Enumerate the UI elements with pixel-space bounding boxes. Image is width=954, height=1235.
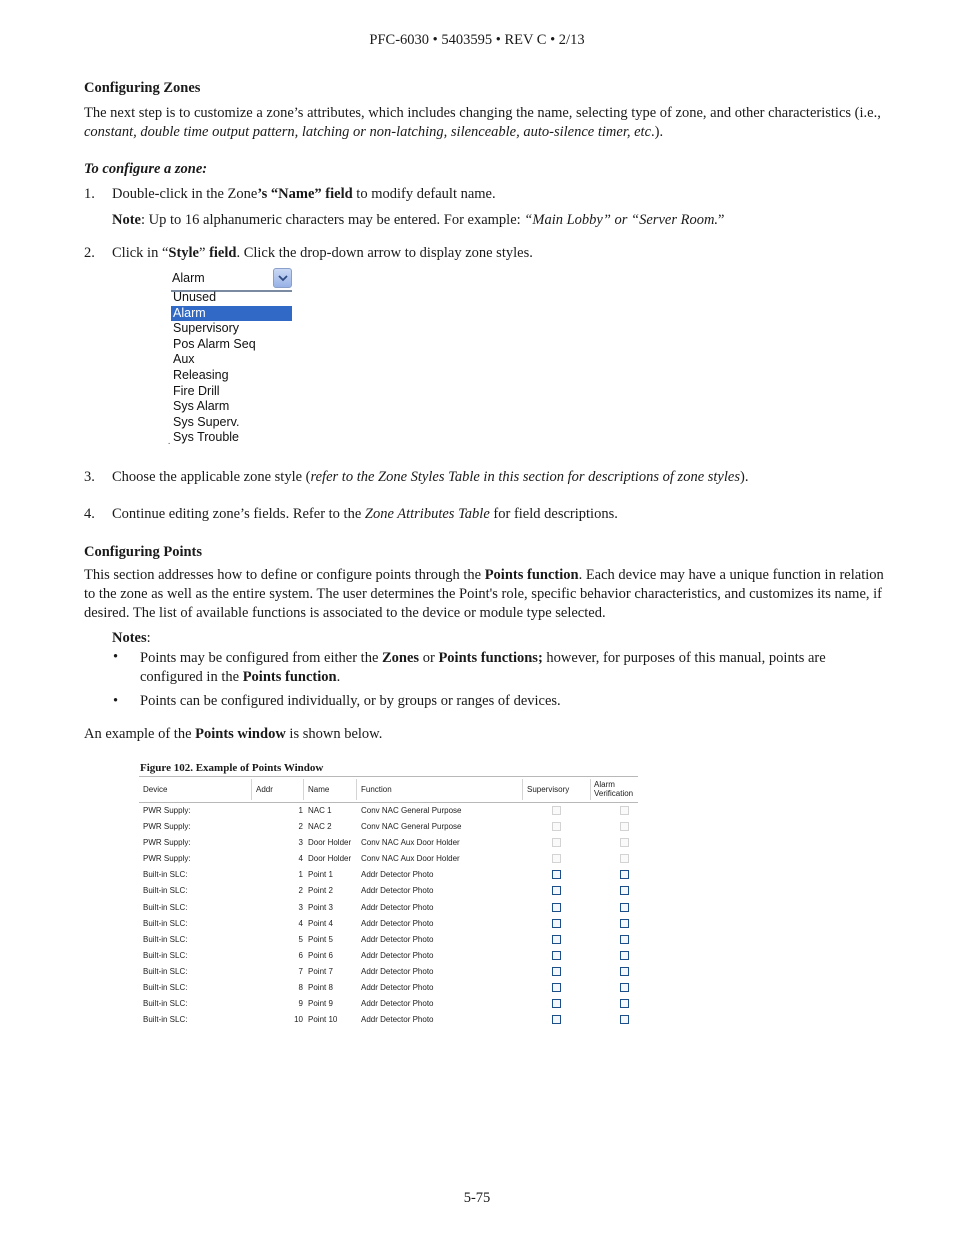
cell-function: Addr Detector Photo xyxy=(361,934,434,944)
cell-addr: 3 xyxy=(298,902,303,912)
alarm-verification-checkbox[interactable] xyxy=(620,919,629,928)
alarm-verification-checkbox[interactable] xyxy=(620,870,629,879)
cell-name: Point 4 xyxy=(308,918,333,928)
cell-function: Addr Detector Photo xyxy=(361,870,434,880)
cell-device: Built-in SLC: xyxy=(143,886,188,896)
alarm-verification-checkbox[interactable] xyxy=(620,983,629,992)
zone-style-option[interactable]: Fire Drill xyxy=(173,383,220,398)
cell-addr: 2 xyxy=(298,822,303,832)
cell-function: Conv NAC Aux Door Holder xyxy=(361,838,460,848)
cell-addr: 6 xyxy=(298,950,303,960)
column-separator xyxy=(590,779,591,800)
cell-device: Built-in SLC: xyxy=(143,999,188,1009)
cell-name: Point 2 xyxy=(308,886,333,896)
cell-addr: 4 xyxy=(298,854,303,864)
zone-style-option[interactable]: Sys Trouble xyxy=(173,430,240,445)
col-header-supervisory[interactable]: Supervisory xyxy=(527,785,570,794)
column-separator xyxy=(522,779,523,800)
col-header-name[interactable]: Name xyxy=(308,785,330,794)
step-1-text: Double-click in the Zone’s “Name” field to modify default name. xyxy=(112,186,496,202)
table-row[interactable] xyxy=(139,867,638,883)
cell-name: Point 8 xyxy=(308,983,333,993)
cell-addr: 9 xyxy=(298,999,303,1009)
cell-device: PWR Supply: xyxy=(143,806,191,815)
alarm-verification-checkbox[interactable] xyxy=(620,935,629,944)
supervisory-checkbox[interactable] xyxy=(552,903,561,912)
col-header-addr[interactable]: Addr xyxy=(256,785,273,794)
zone-style-option[interactable]: Pos Alarm Seq xyxy=(173,336,256,351)
supervisory-checkbox[interactable] xyxy=(552,854,561,863)
cell-function: Conv NAC General Purpose xyxy=(361,806,462,815)
bullet-2-text: Points can be configured individually, or by groups or ranges of devices. xyxy=(140,693,561,709)
step-3-number: 3. xyxy=(84,469,95,485)
chevron-down-icon xyxy=(278,275,288,282)
supervisory-checkbox[interactable] xyxy=(552,1015,561,1024)
table-row[interactable] xyxy=(139,851,638,867)
table-row[interactable] xyxy=(139,900,638,916)
cell-name: Point 1 xyxy=(308,870,333,880)
alarm-verification-checkbox[interactable] xyxy=(620,951,629,960)
zone-style-option[interactable]: Supervisory xyxy=(173,321,239,336)
cell-function: Conv NAC Aux Door Holder xyxy=(361,854,460,864)
cell-function: Addr Detector Photo xyxy=(361,902,434,912)
cell-device: Built-in SLC: xyxy=(143,870,188,880)
alarm-verification-checkbox[interactable] xyxy=(620,854,629,863)
cell-name: Point 7 xyxy=(308,966,333,976)
col-header-device[interactable]: Device xyxy=(143,785,168,794)
supervisory-checkbox[interactable] xyxy=(552,838,561,847)
cell-addr: 5 xyxy=(298,934,303,944)
cell-function: Addr Detector Photo xyxy=(361,886,434,896)
procedure-title: To configure a zone: xyxy=(84,161,208,177)
col-header-alarm-verification-line1[interactable]: Alarm xyxy=(594,780,615,789)
page-number: 5-75 xyxy=(463,1190,491,1206)
cell-addr: 8 xyxy=(298,983,303,993)
zone-style-selected-value: Alarm xyxy=(172,271,205,285)
cell-addr: 3 xyxy=(298,838,303,848)
cell-function: Addr Detector Photo xyxy=(361,983,434,993)
points-table xyxy=(139,776,638,1028)
table-row[interactable] xyxy=(139,932,638,948)
supervisory-checkbox[interactable] xyxy=(552,999,561,1008)
supervisory-checkbox[interactable] xyxy=(552,822,561,831)
step-2-text: Click in “Style” field. Click the drop-down arrow to display zone styles. xyxy=(112,245,533,261)
table-row[interactable] xyxy=(139,964,638,980)
zone-style-option[interactable]: Alarm xyxy=(171,306,292,322)
col-header-function[interactable]: Function xyxy=(361,785,392,794)
supervisory-checkbox[interactable] xyxy=(552,919,561,928)
alarm-verification-checkbox[interactable] xyxy=(620,903,629,912)
zone-style-option[interactable]: Sys Superv. xyxy=(173,414,240,429)
cell-device: Built-in SLC: xyxy=(143,934,188,944)
supervisory-checkbox[interactable] xyxy=(552,886,561,895)
table-row[interactable] xyxy=(139,916,638,932)
alarm-verification-checkbox[interactable] xyxy=(620,967,629,976)
cell-device: Built-in SLC: xyxy=(143,966,188,976)
cell-device: PWR Supply: xyxy=(143,854,191,864)
supervisory-checkbox[interactable] xyxy=(552,935,561,944)
table-row[interactable] xyxy=(139,803,638,819)
supervisory-checkbox[interactable] xyxy=(552,967,561,976)
cell-name: Point 9 xyxy=(308,999,333,1009)
points-intro: This section addresses how to define or configure points through the Points function. Each device may have a unique function in relation to the zone as well as the entire system. The user determines the Point's role, specific behavior characteristics, and customizes its name, if desired. The list of available functions is associated to the device or module type selected. xyxy=(84,567,884,621)
section-title-points: Configuring Points xyxy=(84,544,203,560)
step-4-text: Continue editing zone’s fields. Refer to the Zone Attributes Table for field descriptions. xyxy=(112,506,618,522)
supervisory-checkbox[interactable] xyxy=(552,806,561,815)
cell-addr: 7 xyxy=(298,966,303,976)
zone-style-options-list xyxy=(171,290,292,446)
table-row[interactable] xyxy=(139,819,638,835)
zone-style-option[interactable]: Releasing xyxy=(173,367,229,382)
column-separator xyxy=(356,779,357,800)
step-3-text: Choose the applicable zone style (refer to the Zone Styles Table in this section for descriptions of zone styles). xyxy=(112,469,749,485)
cell-function: Addr Detector Photo xyxy=(361,950,434,960)
table-row[interactable] xyxy=(139,883,638,899)
cell-addr: 2 xyxy=(298,886,303,896)
alarm-verification-checkbox[interactable] xyxy=(620,822,629,831)
cell-device: Built-in SLC: xyxy=(143,983,188,993)
cell-addr: 1 xyxy=(298,870,303,880)
cell-name: Point 5 xyxy=(308,934,333,944)
supervisory-checkbox[interactable] xyxy=(552,983,561,992)
zone-style-option[interactable]: Unused xyxy=(173,290,217,304)
cell-device: Built-in SLC: xyxy=(143,1015,188,1025)
cell-function: Conv NAC General Purpose xyxy=(361,822,462,832)
dropdown-arrow-button[interactable] xyxy=(273,268,292,288)
cell-function: Addr Detector Photo xyxy=(361,999,434,1009)
bullet-2-glyph: • xyxy=(113,693,119,709)
table-row[interactable] xyxy=(139,980,638,996)
cell-name: Point 3 xyxy=(308,902,333,912)
section-title-zones: Configuring Zones xyxy=(84,80,201,96)
cell-name: NAC 1 xyxy=(308,806,332,815)
points-table-body xyxy=(139,803,638,1028)
cell-addr: 1 xyxy=(298,806,303,815)
alarm-verification-checkbox[interactable] xyxy=(620,1015,629,1024)
alarm-verification-checkbox[interactable] xyxy=(620,999,629,1008)
cell-name: Point 6 xyxy=(308,950,333,960)
zone-style-option[interactable]: Sys Alarm xyxy=(173,399,230,414)
cell-device: PWR Supply: xyxy=(143,838,191,848)
table-row[interactable] xyxy=(139,1012,638,1028)
example-intro: An example of the Points window is shown below. xyxy=(84,726,383,742)
cell-device: Built-in SLC: xyxy=(143,918,188,928)
cell-name: Door Holder xyxy=(308,854,352,864)
table-row[interactable] xyxy=(139,948,638,964)
zones-intro: The next step is to customize a zone’s attributes, which includes changing the name, selecting type of zone, and other characteristics (i.e., constant, double time output pattern, latching or non-latching, silenceable, auto-silence timer, etc.). xyxy=(84,105,881,140)
zone-style-option[interactable]: Aux xyxy=(173,352,195,367)
step-4-number: 4. xyxy=(84,506,95,522)
supervisory-checkbox[interactable] xyxy=(552,870,561,879)
cell-function: Addr Detector Photo xyxy=(361,1015,434,1025)
cell-addr: 10 xyxy=(294,1015,303,1025)
bullet-1-glyph: • xyxy=(113,649,119,665)
cell-device: Built-in SLC: xyxy=(143,950,188,960)
alarm-verification-checkbox[interactable] xyxy=(620,886,629,895)
step-2-number: 2. xyxy=(84,245,95,261)
bullet-1-text: Points may be configured from either the Zones or Points functions; however, for purposes of this manual, points are configured in the Points function. xyxy=(140,650,826,685)
step-1-note: Note: Up to 16 alphanumeric characters may be entered. For example: “Main Lobby” or “Server Room.” xyxy=(112,212,725,228)
cursor-mark: . xyxy=(168,436,171,446)
column-separator xyxy=(303,779,304,800)
figure-caption: Figure 102. Example of Points Window xyxy=(140,762,324,774)
table-row[interactable] xyxy=(139,835,638,851)
cell-function: Addr Detector Photo xyxy=(361,966,434,976)
table-row[interactable] xyxy=(139,996,638,1012)
alarm-verification-checkbox[interactable] xyxy=(620,806,629,815)
cell-name: Door Holder xyxy=(308,838,352,848)
cell-function: Addr Detector Photo xyxy=(361,918,434,928)
supervisory-checkbox[interactable] xyxy=(552,951,561,960)
column-separator xyxy=(251,779,252,800)
cell-device: PWR Supply: xyxy=(143,822,191,832)
notes-label: Notes: xyxy=(112,630,151,646)
cell-name: Point 10 xyxy=(308,1015,338,1025)
col-header-alarm-verification-line2[interactable]: Verification xyxy=(594,789,634,798)
step-1-number: 1. xyxy=(84,186,95,202)
zone-style-select[interactable] xyxy=(171,268,292,292)
cell-name: NAC 2 xyxy=(308,822,332,832)
points-table-header xyxy=(139,776,638,803)
page-header: PFC-6030 • 5403595 • REV C • 2/13 xyxy=(369,32,585,48)
alarm-verification-checkbox[interactable] xyxy=(620,838,629,847)
cell-device: Built-in SLC: xyxy=(143,902,188,912)
cell-addr: 4 xyxy=(298,918,303,928)
